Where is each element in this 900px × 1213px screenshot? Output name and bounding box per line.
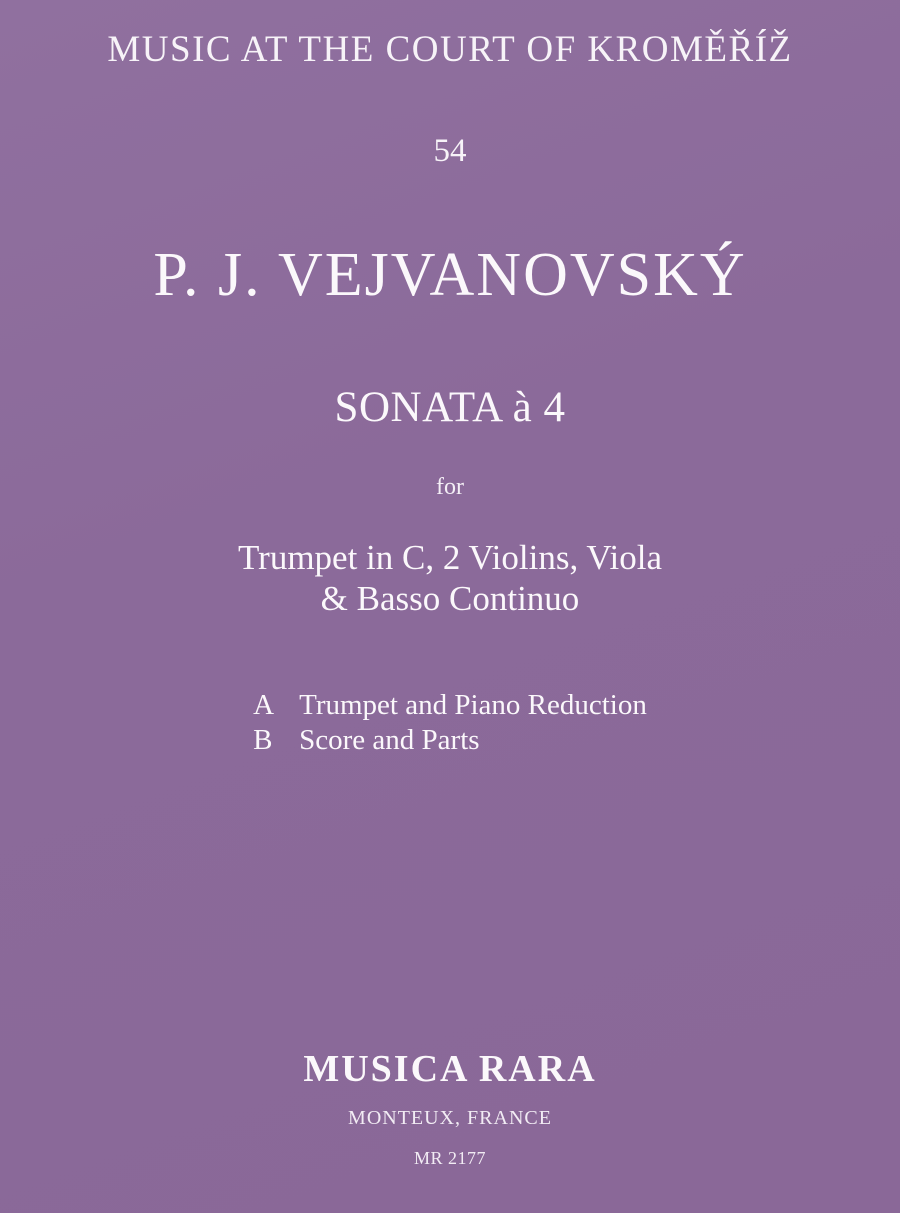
publisher-name: MUSICA RARA	[303, 1048, 597, 1090]
list-item	[253, 689, 647, 722]
instrumentation-line-2: & Basso Continuo	[320, 578, 580, 618]
list-item	[253, 724, 647, 757]
series-title: MUSIC AT THE COURT OF KROMĚŘÍŽ	[107, 29, 793, 70]
composer-name: P. J. VEJVANOVSKÝ	[153, 240, 747, 309]
instrumentation	[238, 537, 662, 620]
publisher-block	[0, 1047, 900, 1169]
version-letter-b: B	[253, 724, 273, 757]
for-label: for	[436, 473, 464, 500]
publisher-location: MONTEUX, FRANCE	[348, 1107, 552, 1129]
instrumentation-line-1: Trumpet in C, 2 Violins, Viola	[238, 537, 662, 577]
catalog-number: MR 2177	[413, 1148, 486, 1168]
version-letter-a: A	[253, 689, 275, 722]
versions-list	[253, 689, 647, 757]
version-label-a: Trumpet and Piano Reduction	[299, 689, 647, 722]
version-label-b: Score and Parts	[299, 724, 480, 757]
work-title: SONATA à 4	[334, 383, 566, 431]
series-number: 54	[433, 132, 467, 169]
